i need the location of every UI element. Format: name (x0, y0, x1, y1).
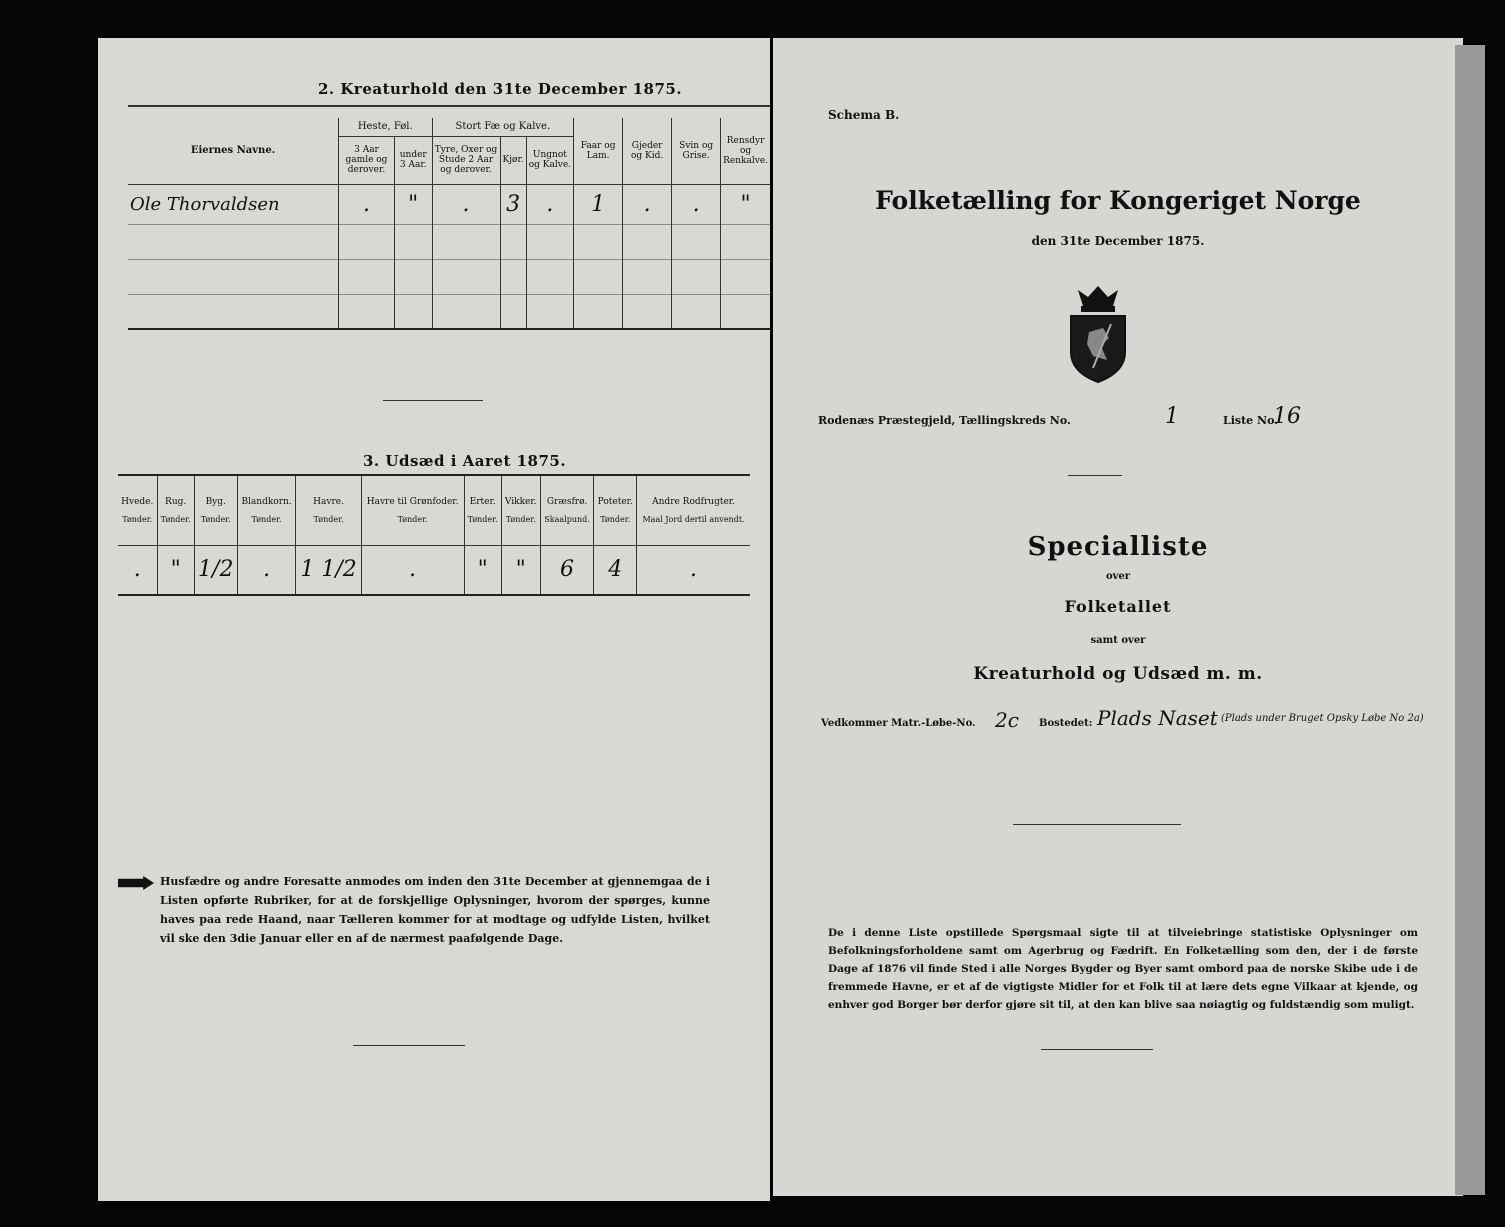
reindeer-header: Rensdyr og Renkalve. (721, 118, 770, 184)
sowing-value: " (464, 545, 501, 595)
sowing-unit: Tønder. (600, 514, 631, 524)
sowing-unit: Tønder. (505, 514, 536, 524)
info-text: De i denne Liste opstillede Spørgsmaal sigte til at tilveiebringe statistiske Oplysninger om Befolkningsforholdene samt om Agerbrug og Fædrift. En Folketælling som den, der i de første Dage af 1876 vil finde Sted i alle Norges Bygder og Byer samt ombord paa de norske Skibe ude i de fremmede Havne, er et af de vigtigste Midler for et Folk til at lære dets egne Vilkaar at kjende, og enhver god Borger bør derfor gjøre sit til, at den kan blive saa nøiagtig og fuldstændig som muligt. (828, 927, 1418, 1011)
livestock-table (128, 118, 770, 330)
sowing-unit: Tønder. (251, 514, 282, 524)
horses-young-header: under 3 Aar. (394, 136, 432, 184)
sowing-value: . (361, 545, 464, 595)
list-label: Liste No. (1223, 414, 1279, 427)
sowing-value: 4 (594, 545, 637, 595)
bosted-note: (Plads under Bruget Opsky Løbe No 2a) (1221, 713, 1424, 724)
sowing-crop-name: Græsfrø. (546, 496, 588, 507)
cell-value: 3 (500, 184, 526, 224)
sowing-unit: Tønder. (397, 514, 428, 524)
cattle-header: Stort Fæ og Kalve. (432, 118, 574, 136)
sowing-value: . (637, 545, 750, 595)
cell-value: . (623, 184, 672, 224)
divider (1013, 824, 1181, 825)
coat-of-arms-icon (1063, 284, 1133, 384)
section2-title: 2. Kreaturhold den 31te December 1875. (318, 80, 683, 98)
sowing-crop-name: Vikker. (504, 496, 537, 507)
owner-name: Ole Thorvaldsen (128, 184, 339, 224)
right-page (773, 38, 1463, 1196)
over-text: over (1105, 571, 1131, 582)
sowing-column-header (501, 475, 540, 545)
book-edge (1455, 45, 1485, 1195)
sowing-unit: Tønder. (122, 514, 153, 524)
sowing-value: " (501, 545, 540, 595)
bosted-value: Plads Naset (1097, 706, 1218, 730)
sowing-value: 1 1/2 (296, 545, 361, 595)
divider (1068, 475, 1122, 476)
list-number: 16 (1273, 404, 1301, 429)
sowing-column-header (157, 475, 194, 545)
calves-header: Ungnot og Kalve. (526, 136, 573, 184)
sowing-crop-name: Poteter. (597, 496, 633, 507)
samt-over-text: samt over (1090, 635, 1146, 646)
sowing-crop-name: Blandkorn. (241, 496, 292, 507)
sowing-column-header (464, 475, 501, 545)
sowing-unit: Tønder. (160, 514, 191, 524)
sowing-unit: Tønder. (200, 514, 231, 524)
sowing-crop-name: Havre til Grønfoder. (366, 496, 459, 507)
pointing-hand-icon (118, 876, 154, 890)
sowing-value: " (157, 545, 194, 595)
sowing-column-header (637, 475, 750, 545)
matr-label: Vedkommer Matr.-Løbe-No. (821, 718, 976, 729)
sowing-column-header (237, 475, 296, 545)
district-number: 1 (1165, 404, 1179, 429)
oxen-header: Tyre, Oxer og Stude 2 Aar og derover. (432, 136, 500, 184)
sowing-column-header (296, 475, 361, 545)
sowing-column-header (540, 475, 594, 545)
cell-value: " (394, 184, 432, 224)
sheep-header: Faar og Lam. (574, 118, 623, 184)
goats-header: Gjeder og Kid. (623, 118, 672, 184)
divider (383, 400, 483, 401)
notice-text: Husfædre og andre Foresatte anmodes om inden den 31te December at gjennemgaa de i Listen opførte Rubriker, for at de forskjellige Oplysninger, hvorom der spørges, kunne haves paa rede Haand, naar Tælleren kommer for at modtage og udfylde Listen, hvilket vil ske den 3die Januar eller en af de nærmest paafølgende Dage. (160, 875, 710, 945)
sowing-unit: Tønder. (467, 514, 498, 524)
specialliste-heading: Specialliste (1027, 532, 1209, 562)
pigs-header: Svin og Grise. (672, 118, 721, 184)
sowing-column-header (361, 475, 464, 545)
sowing-unit: Maal Jord dertil anvendt. (642, 514, 745, 524)
main-title: Folketælling for Kongeriget Norge (875, 186, 1361, 215)
sowing-column-header (118, 475, 157, 545)
sowing-crop-name: Hvede. (121, 496, 154, 507)
sowing-unit: Skaalpund. (544, 514, 590, 524)
schema-label: Schema B. (828, 108, 900, 122)
section3-title: 3. Udsæd i Aaret 1875. (363, 452, 567, 470)
sowing-crop-name: Havre. (313, 496, 344, 507)
sowing-table (118, 474, 750, 596)
cell-value: . (339, 184, 395, 224)
cows-header: Kjør. (500, 136, 526, 184)
parish-label: Rodenæs Præstegjeld, Tællingskreds No. (818, 414, 1071, 427)
sowing-column-header (194, 475, 237, 545)
divider (353, 1045, 465, 1046)
cell-value: . (526, 184, 573, 224)
cell-value: " (721, 184, 770, 224)
sowing-value: 1/2 (194, 545, 237, 595)
divider (1041, 1049, 1153, 1050)
sowing-crop-name: Byg. (205, 496, 226, 507)
cell-value: . (432, 184, 500, 224)
cell-value: . (672, 184, 721, 224)
horses-header: Heste, Føl. (339, 118, 433, 136)
sowing-unit: Tønder. (313, 514, 344, 524)
census-date: den 31te December 1875. (1031, 234, 1205, 248)
sowing-value: . (237, 545, 296, 595)
section2-top-rule (128, 105, 770, 107)
sowing-column-header (594, 475, 637, 545)
cell-value: 1 (574, 184, 623, 224)
sowing-crop-name: Andre Rodfrugter. (652, 496, 735, 507)
horses-old-header: 3 Aar gamle og derover. (339, 136, 395, 184)
left-page (98, 38, 770, 1201)
sowing-value: 6 (540, 545, 594, 595)
table-row (128, 184, 770, 224)
sowing-value: . (118, 545, 157, 595)
owner-header: Eiernes Navne. (128, 118, 339, 184)
bosted-label: Bostedet: (1039, 718, 1093, 729)
sowing-crop-name: Rug. (165, 496, 187, 507)
sowing-crop-name: Erter. (469, 496, 496, 507)
folketallet-heading: Folketallet (1064, 597, 1172, 616)
kreaturhold-heading: Kreaturhold og Udsæd m. m. (973, 664, 1263, 684)
matr-number: 2c (995, 708, 1019, 732)
